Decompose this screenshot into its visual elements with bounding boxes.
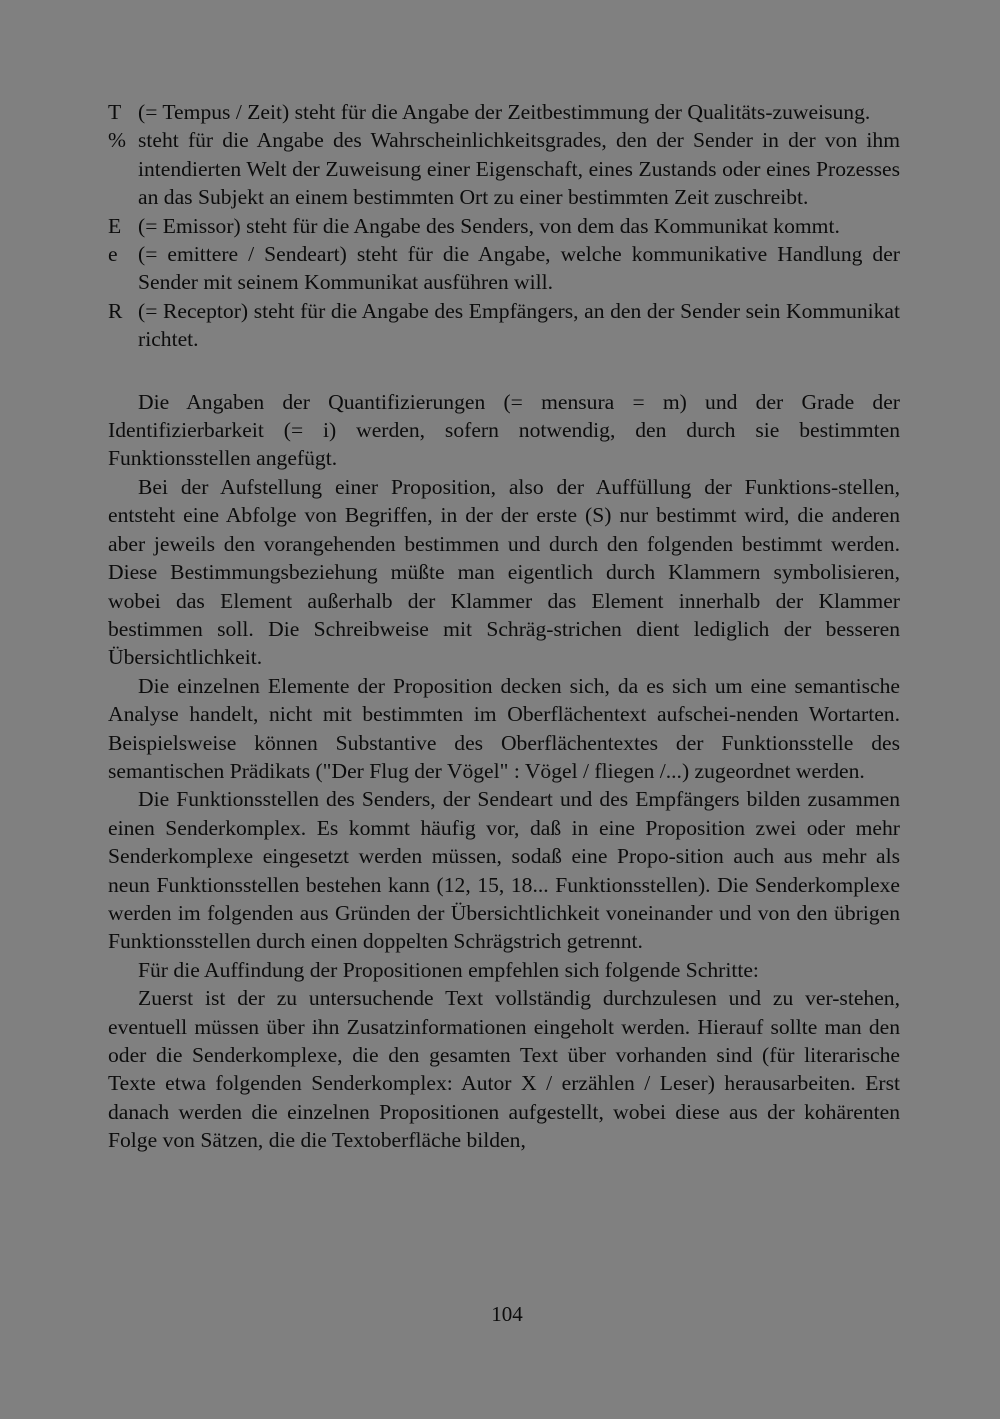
body-paragraph: Die einzelnen Elemente der Proposition decken sich, da es sich um eine semantische Analyse handelt, nicht mit bestimmten im Oberflächentext aufschei-nenden Wortarten. Beispielsweise können Substantive des Oberflächentextes der Funktionsstelle des semantischen Prädikats ("Der Flug der Vögel" : Vögel / fliegen /...) zugeordnet werden. — [108, 673, 900, 783]
body-paragraph: Für die Auffindung der Propositionen empfehlen sich folgende Schritte: — [138, 957, 759, 982]
definition-item-receptor — [108, 297, 900, 354]
definition-symbol: T — [108, 100, 122, 124]
definition-text: (= Emissor) steht für die Angabe des Senders, von dem das Kommunikat kommt. — [138, 213, 840, 238]
definition-item-tempus — [108, 98, 900, 126]
page-body — [108, 98, 900, 1155]
definition-text: (= Receptor) steht für die Angabe des Empfängers, an den der Sender sein Kommunikat richtet. — [138, 298, 900, 352]
definition-symbol: R — [108, 298, 123, 323]
body-paragraph: Die Angaben der Quantifizierungen (= mensura = m) und der Grade der Identifizierbarkeit (= i) werden, sofern notwendig, den durch sie bestimmten Funktionsstellen angefügt. — [108, 389, 900, 471]
body-paragraph: Zuerst ist der zu untersuchende Text vollständig durchzulesen und zu ver-stehen, eventuell müssen über ihn Zusatzinformationen eingeholt werden. Hierauf sollte man den oder die Senderkomplexe, die den gesamten Text über vorhanden sind (für literarische Texte etwa folgenden Senderkomplex: Autor X / erzählen / Leser) herausarbeiten. Erst danach werden die einzelnen Propositionen aufgestellt, wobei diese aus der kohärenten Folge von Sätzen, die die Textoberfläche bilden, — [108, 986, 900, 1153]
definition-item-emissor — [108, 212, 900, 240]
definition-text: steht für die Angabe des Wahrscheinlichkeitsgrades, den der Sender in der von ihm intendierten Welt der Zuweisung einer Eigenschaft, eines Zustands oder eines Prozesses an das Subjekt an einem bestimmten Ort zu einer bestimmten Zeit zuschreibt. — [138, 128, 900, 210]
definition-list — [108, 98, 900, 354]
body-paragraph: Die Funktionsstellen des Senders, der Sendeart und des Empfängers bilden zusammen einen Senderkomplex. Es kommt häufig vor, daß in eine Proposition zwei oder mehr Senderkomplexe eingesetzt werden müssen, sodaß eine Propo-sition auch aus mehr als neun Funktionsstellen bestehen kann (12, 15, 18... Funktionsstellen). Die Senderkomplexe werden im folgenden aus Gründen der Übersichtlichkeit voneinander und von den übrigen Funktionsstellen durch einen doppelten Schrägstrich getrennt. — [108, 787, 900, 954]
definition-symbol: e — [108, 242, 118, 267]
definition-symbol: E — [108, 213, 122, 238]
definition-text: (= emittere / Sendeart) steht für die Angabe, welche kommunikative Handlung der Sender mit seinem Kommunikat ausführen will. — [138, 242, 900, 295]
definition-item-emittere — [108, 240, 900, 297]
page-number: 104 — [491, 1302, 523, 1326]
body-paragraph: Bei der Aufstellung einer Proposition, also der Auffüllung der Funktions-stellen, entsteht eine Abfolge von Begriffen, in der der erste (S) nur bestimmt wird, die anderen aber jeweils den vorangehenden bestimmen und durch den folgenden bestimmt werden. Diese Bestimmungsbeziehung müßte man eigentlich durch Klammern symbolisieren, wobei das Element außerhalb der Klammer das Element innerhalb der Klammer bestimmen soll. Die Schreibweise mit Schräg-strichen dient lediglich der besseren Übersichtlichkeit. — [108, 474, 900, 670]
definition-item-percent — [108, 126, 900, 211]
definition-symbol: % — [108, 128, 126, 153]
definition-text: (= Tempus / Zeit) steht für die Angabe der Zeitbestimmung der Qualitäts-zuweisung. — [138, 100, 871, 124]
